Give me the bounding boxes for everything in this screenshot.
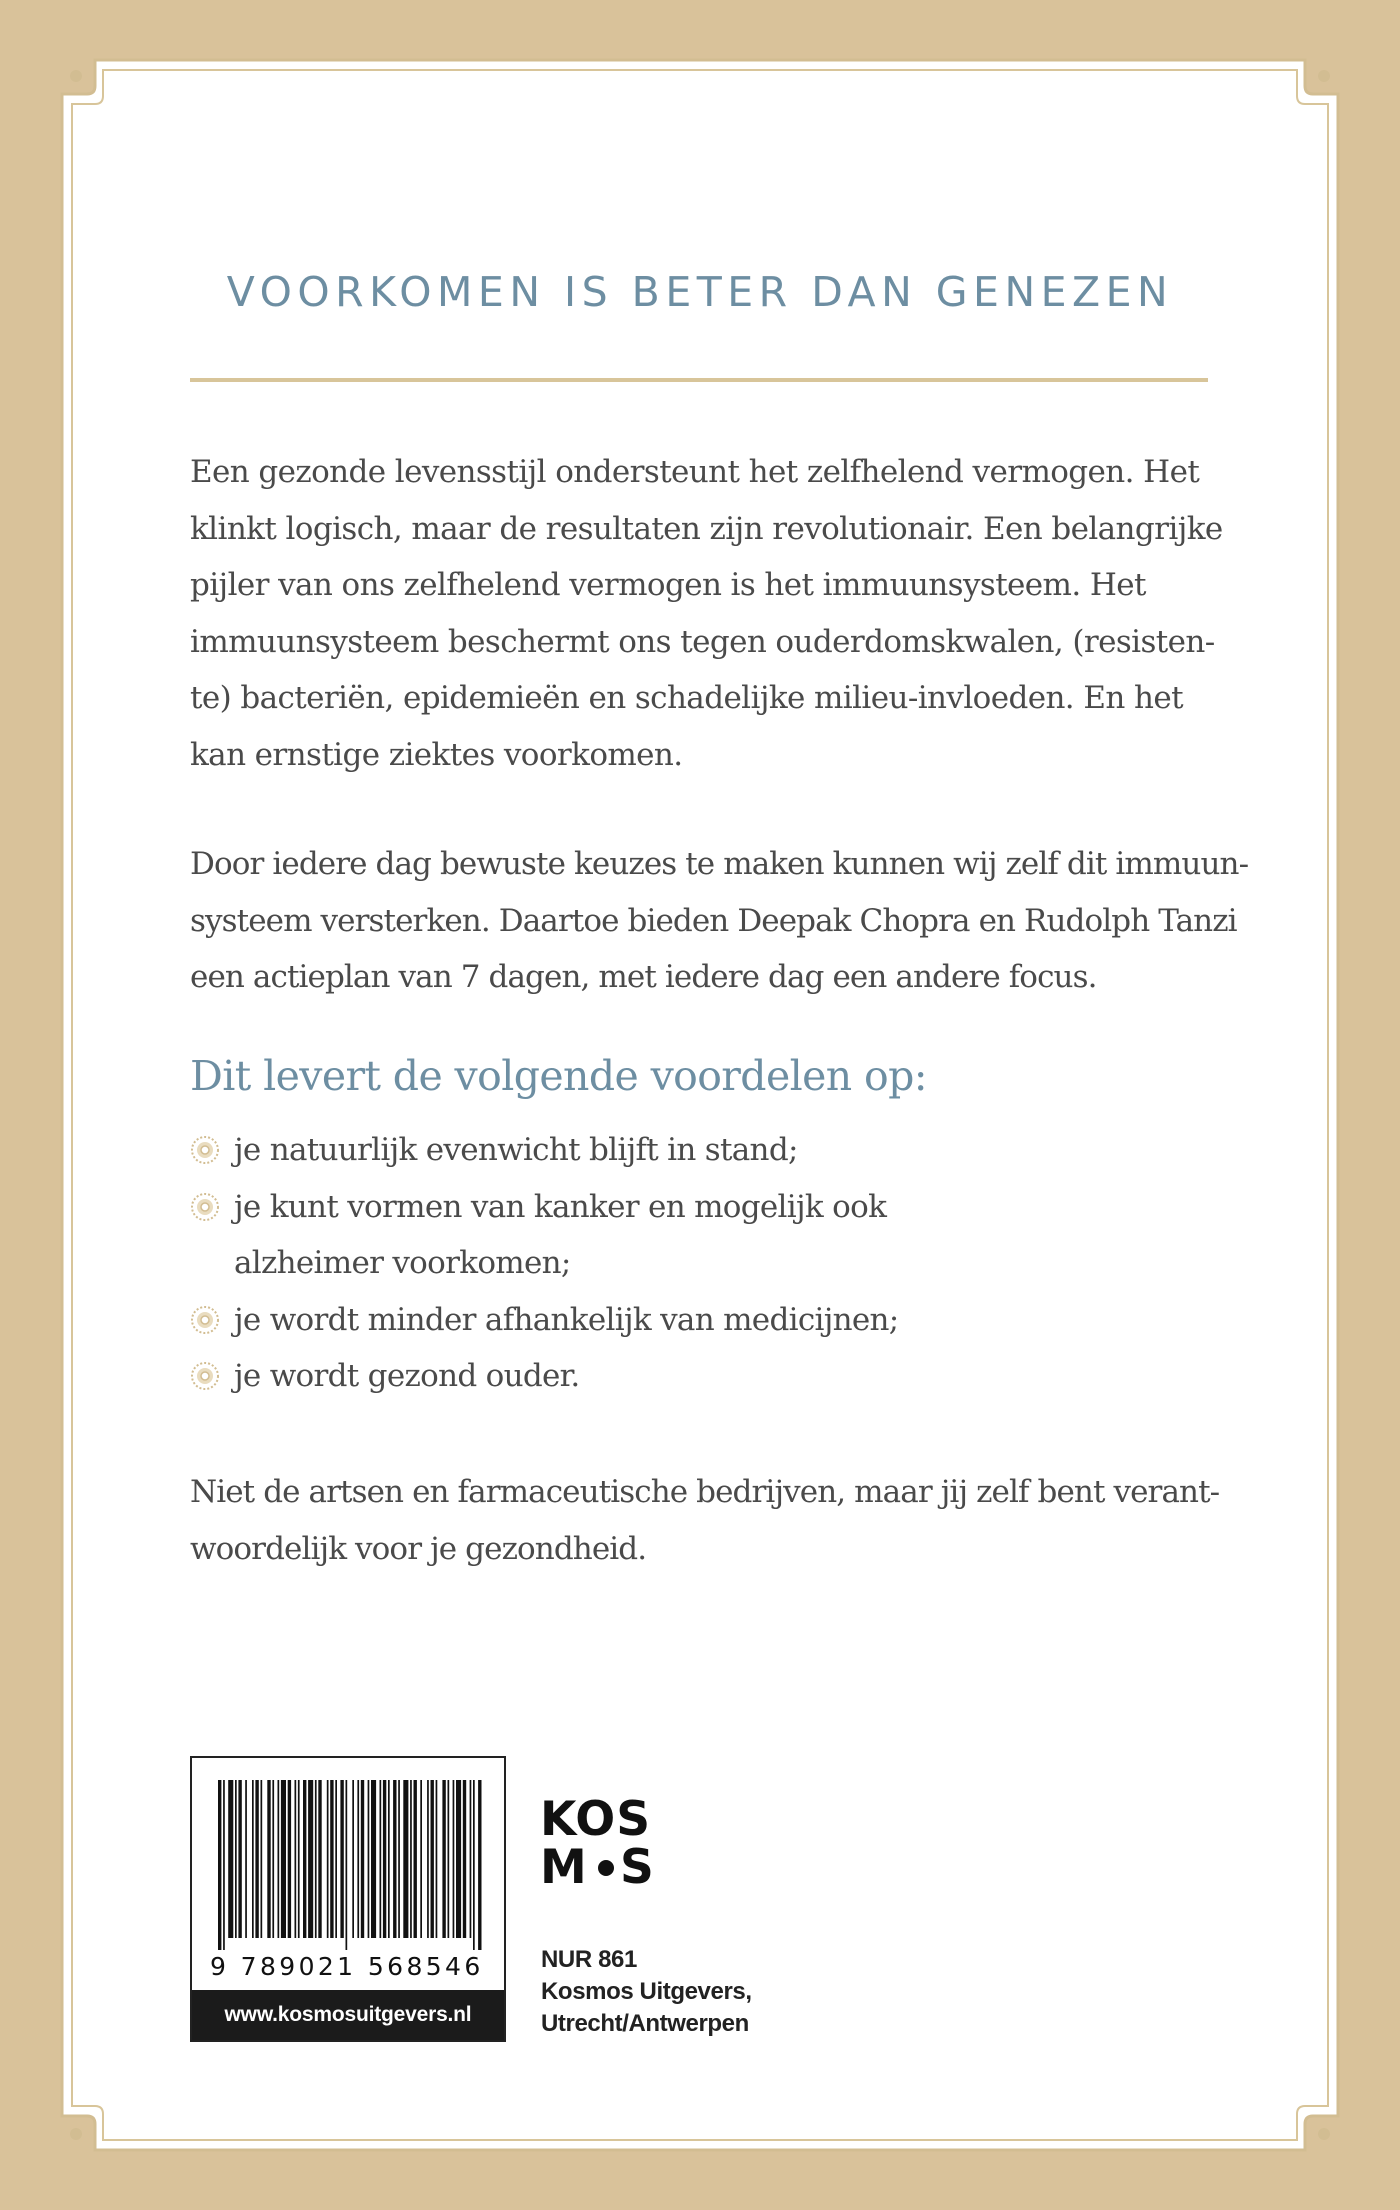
sun-ornament-icon [190,1305,220,1335]
heading-divider [190,378,1208,382]
paragraph-line: woordelijk voor je gezondheid. [190,1530,647,1567]
barcode-icon [218,1780,482,1950]
barcode-block [190,1756,506,2042]
list-item [190,1179,1208,1292]
bullet-text: alzheimer voorkomen; [234,1245,571,1281]
paragraph-line: kan ernstige ziektes voorkomen. [190,736,683,773]
paragraph-line: immuunsysteem beschermt ons tegen ouderdomskwalen, (resisten- [190,623,1215,660]
list-item [190,1292,1208,1349]
bullet-text: je natuurlijk evenwicht blijft in stand; [234,1132,798,1168]
bullet-text: je kunt vormen van kanker en mogelijk ook [234,1188,887,1225]
paragraph-line: Niet de artsen en farmaceutische bedrijven, maar jij zelf bent verant- [190,1474,1220,1510]
sun-ornament-icon [190,1192,220,1222]
paragraph-line: te) bacteriën, epidemieën en schadelijke milieu-invloeden. En het [190,680,1183,716]
paragraph-line: een actieplan van 7 dagen, met iedere dag een andere focus. [190,959,1097,995]
paragraph-line: pijler van ons zelfhelend vermogen is het immuunsysteem. Het [190,567,1146,603]
sun-ornament-icon [190,1135,220,1165]
nur-code: NUR 861 [541,1946,637,1973]
isbn-number: 9 789021 568546 [210,1952,484,1981]
cover-heading: VOORKOMEN IS BETER DAN GENEZEN [226,268,1174,316]
kosmos-logo [540,1792,660,1896]
imprint-block [541,1944,752,2040]
paragraph-line: klinkt logisch, maar de resultaten zijn revolutionair. Een belangrijke [190,510,1223,547]
publisher-city: Utrecht/Antwerpen [541,2010,749,2037]
logo-text-right: S [620,1840,654,1895]
publisher-name: Kosmos Uitgevers, [541,1978,752,2005]
logo-text-left: M [540,1840,587,1895]
benefits-subheading: Dit levert de volgende voordelen op: [190,1052,927,1100]
closing-paragraph [190,1464,1220,1577]
bullet-text: je wordt gezond ouder. [234,1358,580,1394]
benefits-list [190,1122,1208,1405]
paragraph-line: Een gezonde levensstijl ondersteunt het zelfhelend vermogen. Het [190,454,1200,490]
list-item [190,1348,1208,1405]
publisher-url: www.kosmosuitgevers.nl [192,1990,504,2040]
list-item [190,1122,1208,1179]
paragraph-line: systeem versterken. Daartoe bieden Deepak Chopra en Rudolph Tanzi [190,902,1237,939]
sun-ornament-icon [190,1361,220,1391]
logo-text-top: KOS [540,1792,652,1847]
paragraph-line: Door iedere dag bewuste keuzes te maken kunnen wij zelf dit immuun- [190,846,1249,882]
plan-paragraph [190,836,1249,1006]
logo-dot-icon [598,1860,614,1876]
intro-paragraph [190,444,1223,783]
bullet-text: je wordt minder afhankelijk van medicijnen; [234,1301,899,1338]
